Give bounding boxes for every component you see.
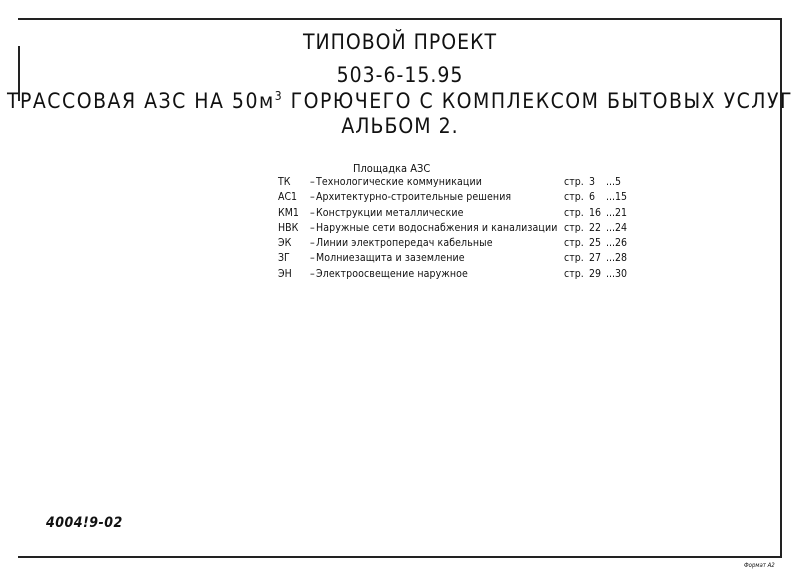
toc-code: ТК [278,176,291,188]
toc-dash: – [310,191,315,204]
toc-page-from: 16 [589,206,602,219]
toc-code: ЭН [278,267,292,280]
toc-page-to: ...5 [606,176,622,188]
toc-dash: – [310,206,315,219]
toc-dash: – [310,237,315,250]
toc-row [278,207,638,222]
toc-page-prefix: стр. [564,237,584,250]
toc-code: ЗГ [278,252,290,265]
document-type-title: ТИПОВОЙ ПРОЕКТ [302,30,498,54]
toc-page-from: 6 [589,191,596,204]
toc-page-to: ...28 [606,252,628,265]
toc-row [278,268,638,283]
toc-title: Линии электропередач кабельные [316,237,493,250]
inventory-number: 4004!9-02 [46,515,123,531]
toc-title: Молниезащита и заземление [316,252,465,265]
project-title [0,89,800,113]
toc-page-prefix: стр. [564,206,584,219]
toc-code: ЭК [278,237,292,250]
toc-page-prefix: стр. [564,221,584,234]
table-of-contents [278,176,638,283]
toc-page-from: 25 [589,237,602,250]
toc-page-prefix: стр. [564,176,584,188]
toc-code: АС1 [278,191,298,204]
toc-dash: – [310,176,315,188]
toc-page-prefix: стр. [564,191,584,204]
toc-page-to: ...26 [606,237,628,250]
toc-page-to: ...24 [606,221,628,234]
toc-dash: – [310,252,315,265]
toc-row [278,222,638,237]
format-label: Формат А2 [744,562,775,569]
toc-title: Электроосвещение наружное [316,267,468,280]
toc-row [278,237,638,252]
toc-title: Конструкции металлические [316,206,464,219]
toc-page-to: ...30 [606,267,628,280]
toc-page-to: ...21 [606,206,628,219]
toc-row [278,252,638,267]
toc-page-from: 22 [589,221,602,234]
project-title-part1: ТРАССОВАЯ АЗС НА 50м [6,89,275,113]
toc-row [278,176,638,191]
toc-page-prefix: стр. [564,252,584,265]
toc-page-to: ...15 [606,191,628,204]
toc-page-from: 3 [589,176,596,188]
album-label: АЛЬБОМ 2. [341,114,459,138]
project-number: 503-6-15.95 [336,63,464,87]
toc-title: Архитектурно-строительные решения [316,191,512,204]
toc-page-from: 29 [589,267,602,280]
toc-title: Наружные сети водоснабжения и канализации [316,221,558,234]
section-title: Площадка АЗС [353,162,431,175]
toc-dash: – [310,221,315,234]
toc-page-from: 27 [589,252,602,265]
toc-code: КМ1 [278,206,299,219]
cubic-superscript: 3 [274,89,284,103]
toc-code: НВК [278,221,299,234]
toc-row [278,191,638,206]
toc-dash: – [310,267,315,280]
project-title-part2: ГОРЮЧЕГО С КОМПЛЕКСОМ БЫТОВЫХ УСЛУГ [283,89,794,113]
toc-title: Технологические коммуникации [316,176,482,188]
toc-page-prefix: стр. [564,267,584,280]
